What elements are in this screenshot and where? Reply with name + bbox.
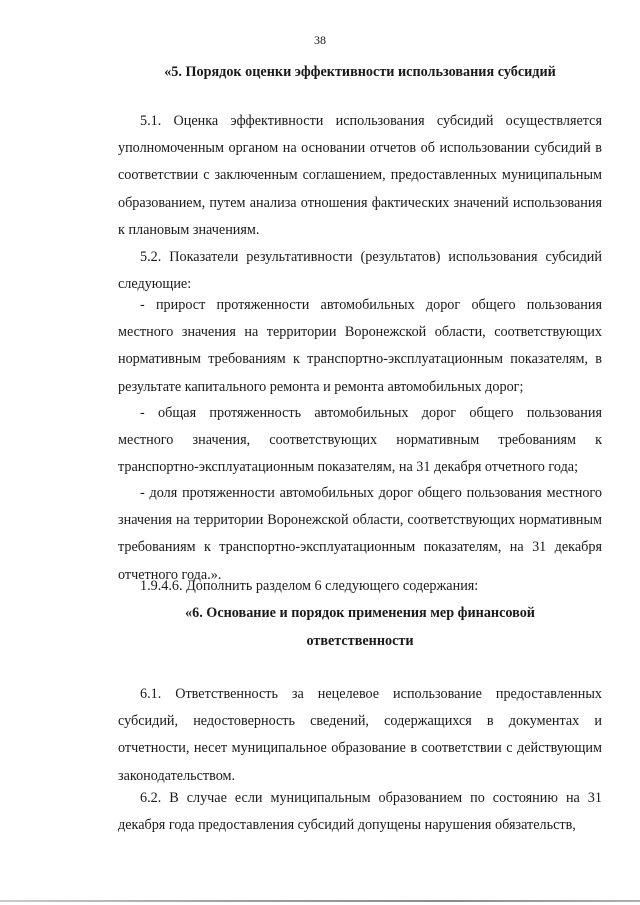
amendment-line: 1.9.4.6. Дополнить разделом 6 следующего содержания: — [140, 578, 479, 594]
bullet-item: - общая протяженность автомобильных дорог общего пользования местного значения, соответствующих нормативным требованиям к транспортно-эксплуатационным показателям, на 31 декабря отчетного года; — [118, 405, 602, 476]
paragraph-6-2: 6.2. В случае если муниципальным образованием по состоянию на 31 декабря года предоставления субсидий допущены нарушения обязательств, — [118, 790, 602, 834]
bullet-item: - доля протяженности автомобильных дорог общего пользования местного значения на территории Воронежской области, соответствующих нормативным требованиям к транспортно-эксплуатационным показателям, на 31 декабря отчетного года.». — [118, 485, 602, 583]
page-bottom-edge — [0, 900, 640, 902]
section-6-heading-line-2: ответственности — [306, 633, 414, 649]
paragraph-5-2: 5.2. Показатели результативности (результатов) использования субсидий следующие: — [118, 249, 602, 293]
paragraph-5-1: 5.1. Оценка эффективности использования субсидий осуществляется уполномоченным органом на основании отчетов об использовании субсидий в соответствии с заключенным соглашением, предоставленных муниципальным образованием, путем анализа отношения фактических значений использования к плановым значениям. — [118, 113, 602, 238]
page-number: 38 — [314, 33, 326, 47]
section-5-heading: «5. Порядок оценки эффективности использования субсидий — [164, 64, 556, 80]
section-6-heading-line-1: «6. Основание и порядок применения мер финансовой — [185, 605, 535, 621]
paragraph-6-1: 6.1. Ответственность за нецелевое использование предоставленных субсидий, недостоверность сведений, содержащихся в документах и отчетности, несет муниципальное образование в соответствии с действующим законодательством. — [118, 686, 602, 784]
bullet-item: - прирост протяженности автомобильных дорог общего пользования местного значения на территории Воронежской области, соответствующих нормативным требованиям к транспортно-эксплуатационным показателям, в результате капитального ремонта и ремонта автомобильных дорог; — [118, 297, 602, 395]
